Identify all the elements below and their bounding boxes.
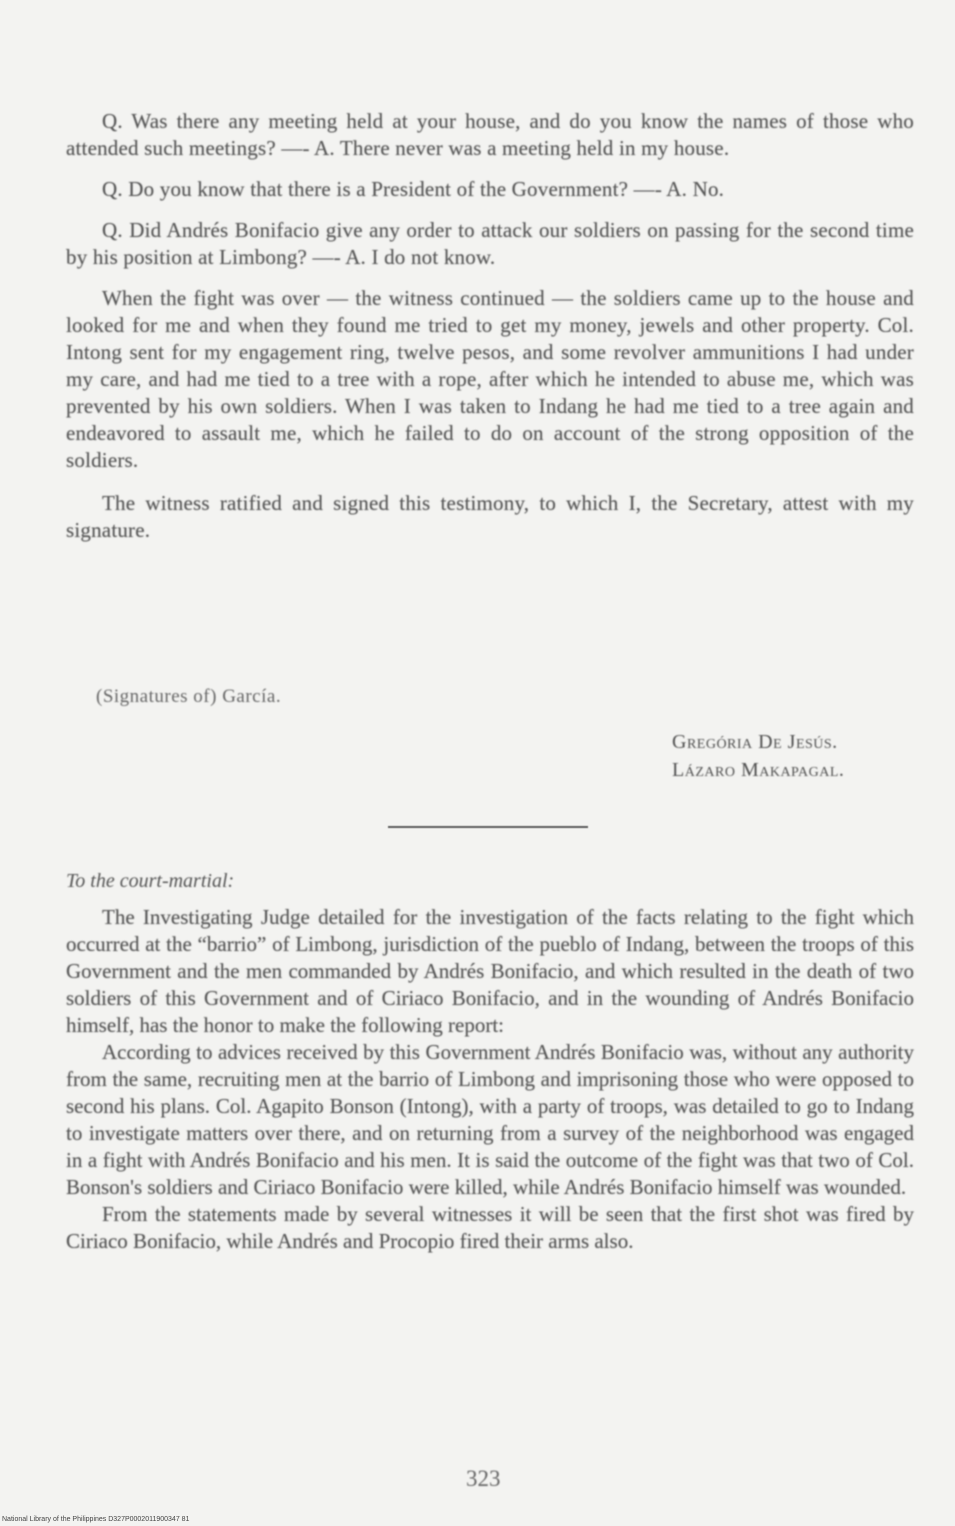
court-martial-heading: To the court-martial: xyxy=(66,870,235,892)
report-paragraph-3: From the statements made by several witnesses it will be seen that the first shot was fired by Ciriaco Bonifacio, while Andrés and Procopio fired their arms also. xyxy=(66,1202,914,1253)
archive-footer-note: National Library of the Philippines D327P0002011900347 81 xyxy=(2,1516,190,1523)
section-divider xyxy=(388,826,588,828)
question-president: Q. Do you know that there is a President of the Government? —- A. No. xyxy=(102,177,725,201)
report-paragraph-1: The Investigating Judge detailed for the investigation of the facts relating to the fight which occurred at the “barrio” of Limbong, jurisdiction of the pueblo of Indang, between the troops of this Government and the men commanded by Andrés Bonifacio, and which resulted in the death of two soldiers of this Government and of Ciriaco Bonifacio, and in the wounding of Andrés Bonifacio himself, has the honor to make the following report: xyxy=(66,905,914,1037)
question-order-attack: Q. Did Andrés Bonifacio give any order to attack our soldiers on passing for the second time by his position at Limbong? —- A. I do not know. xyxy=(66,218,914,269)
report-paragraph-2: According to advices received by this Government Andrés Bonifacio was, without any authority from the same, recruiting men at the barrio of Limbong and imprisoning those who were opposed to second his plans. Col. Agapito Bonson (Intong), with a party of troops, was detailed to go to Indang to investigate matters over there, and on returning from a survey of the neighborhood was engaged in a fight with Andrés Bonifacio and his men. It is said the outcome of the fight was that two of Col. Bonson's soldiers and Ciriaco Bonifacio were killed, while Andrés Bonifacio himself was wounded. xyxy=(66,1040,914,1199)
question-meeting: Q. Was there any meeting held at your house, and do you know the names of those who attended such meetings? —- A. There never was a meeting held in my house. xyxy=(66,109,914,160)
signer-lazaro: Lázaro Makapagal. xyxy=(672,759,845,781)
testimony-section xyxy=(66,108,914,560)
page-number: 323 xyxy=(466,1466,501,1491)
signer-gregoria: Gregória De Jesús. xyxy=(672,731,838,753)
witness-continued-paragraph: When the fight was over — the witness continued — the soldiers came up to the house and looked for me and when they found me tried to get my money, jewels and other property. Col. Intong sent for my engagement ring, twelve pesos, and some revolver ammunitions I had under my care, and had me tied to a tree with a rope, after which he intended to abuse me, which was prevented by his own soldiers. When I was taken to Indang he had me tied to a tree again and endeavored to assault me, which he failed to do on account of the strong opposition of the soldiers. xyxy=(66,286,914,472)
signatures-line: (Signatures of) García. xyxy=(96,686,282,707)
report-section xyxy=(66,904,914,1255)
ratification-paragraph: The witness ratified and signed this testimony, to which I, the Secretary, attest with my signature. xyxy=(66,491,914,542)
signers-block xyxy=(672,728,844,784)
